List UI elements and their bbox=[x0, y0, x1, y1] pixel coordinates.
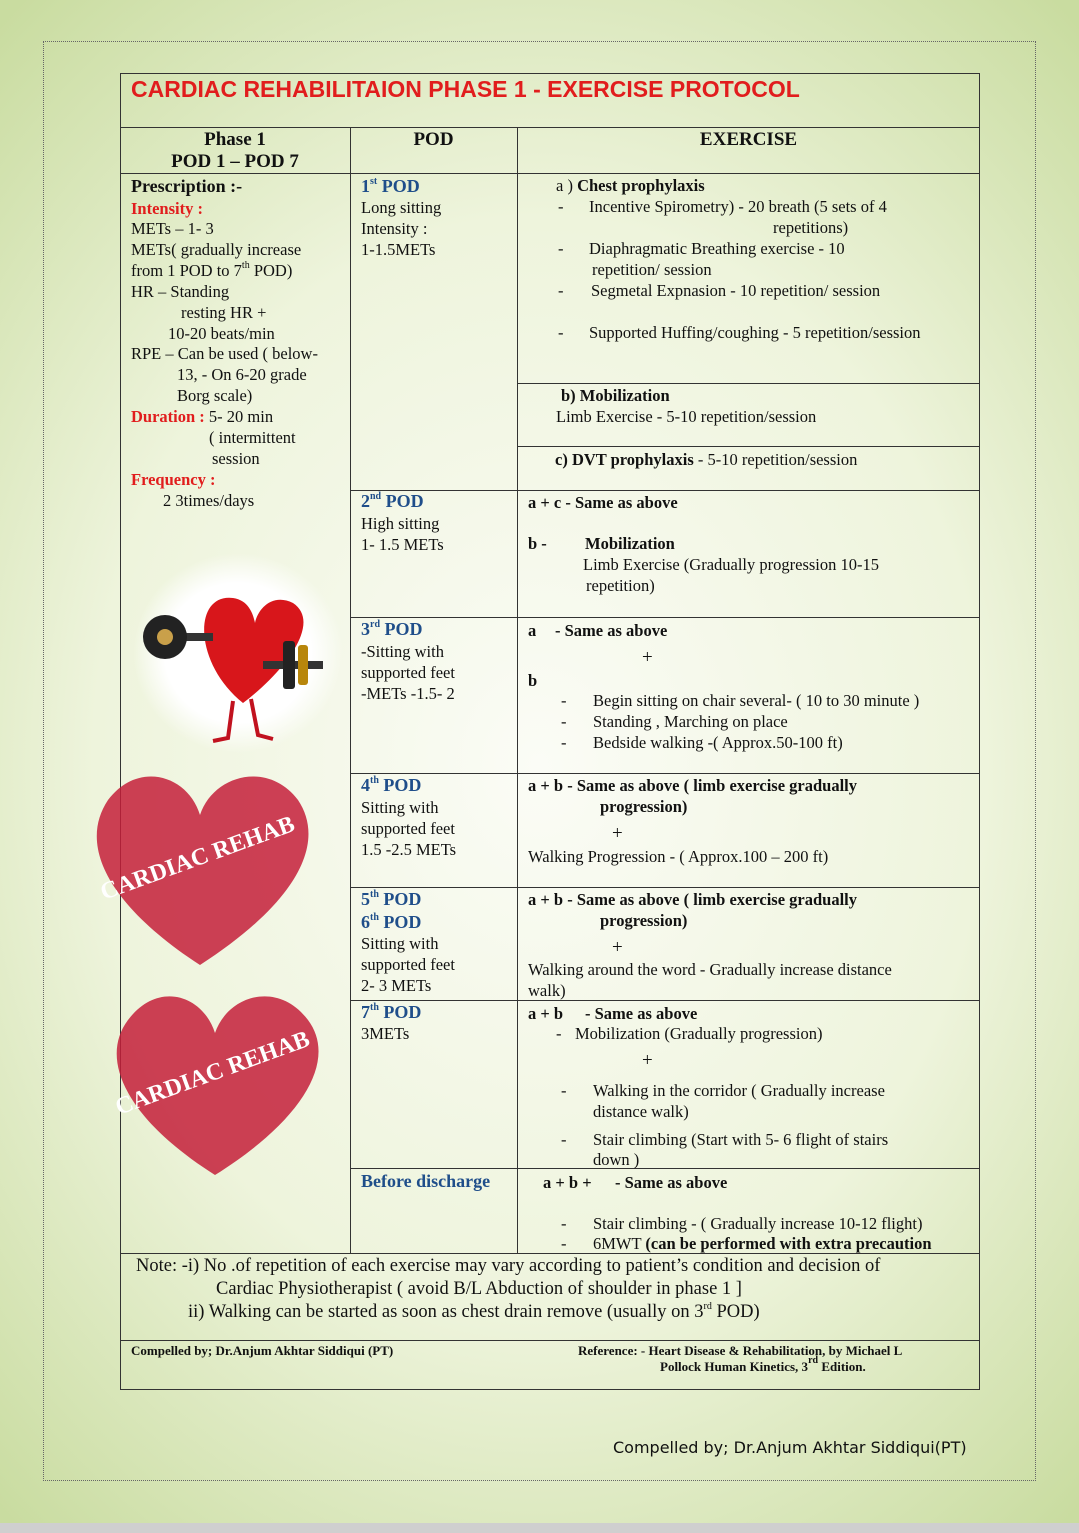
bottom-strip bbox=[0, 1523, 1079, 1533]
svg-text:CARDIAC REHAB: CARDIAC REHAB bbox=[111, 1026, 314, 1121]
hr-line: HR – Standing bbox=[131, 282, 230, 301]
rpe-line: RPE – Can be used ( below- bbox=[131, 344, 318, 363]
hr-line: 10-20 beats/min bbox=[168, 324, 275, 343]
cardiac-rehab-heart-image bbox=[78, 755, 323, 975]
frequency-value: 2 3times/days bbox=[163, 491, 255, 510]
intensity-label: Intensity : bbox=[131, 199, 203, 218]
intensity-line: METs( gradually increase bbox=[131, 240, 302, 259]
prescription-heading: Prescription :- bbox=[131, 176, 243, 196]
frequency-label: Frequency : bbox=[131, 470, 216, 489]
header-pod: POD bbox=[413, 129, 454, 150]
reference-line-2: Pollock Human Kinetics, 3rd Edition. bbox=[660, 1355, 866, 1374]
intensity-line: METs – 1- 3 bbox=[131, 219, 214, 238]
intensity-line: from 1 POD to 7th POD) bbox=[131, 260, 293, 280]
svg-text:CARDIAC REHAB: CARDIAC REHAB bbox=[96, 811, 299, 906]
rpe-line: 13, - On 6-20 grade bbox=[177, 365, 307, 384]
header-phase-line2: POD 1 – POD 7 bbox=[171, 151, 299, 172]
duration-line: session bbox=[212, 449, 260, 468]
header-exercise: EXERCISE bbox=[699, 129, 798, 150]
footer-credit: Compelled by; Dr.Anjum Akhtar Siddiqui(PT) bbox=[613, 1438, 967, 1457]
duration-line: Duration : 5- 20 min bbox=[131, 407, 274, 426]
header-phase bbox=[120, 129, 350, 173]
reference-line-1: Reference: - Heart Disease & Rehabilitation, by Michael L bbox=[578, 1343, 903, 1358]
pod-before-discharge: Before discharge bbox=[361, 1171, 491, 1191]
compiled-by: Compelled by; Dr.Anjum Akhtar Siddiqui (PT) bbox=[131, 1343, 394, 1358]
hr-line: resting HR + bbox=[181, 303, 267, 322]
cardiac-rehab-heart-image-2 bbox=[98, 975, 333, 1185]
heart-dumbbell-image bbox=[133, 553, 343, 753]
duration-line: ( intermittent bbox=[209, 428, 296, 447]
rpe-line: Borg scale) bbox=[177, 386, 253, 405]
document-title: CARDIAC REHABILITAION PHASE 1 - EXERCISE PROTOCOL bbox=[131, 76, 800, 102]
header-phase-line1: Phase 1 bbox=[204, 129, 266, 150]
